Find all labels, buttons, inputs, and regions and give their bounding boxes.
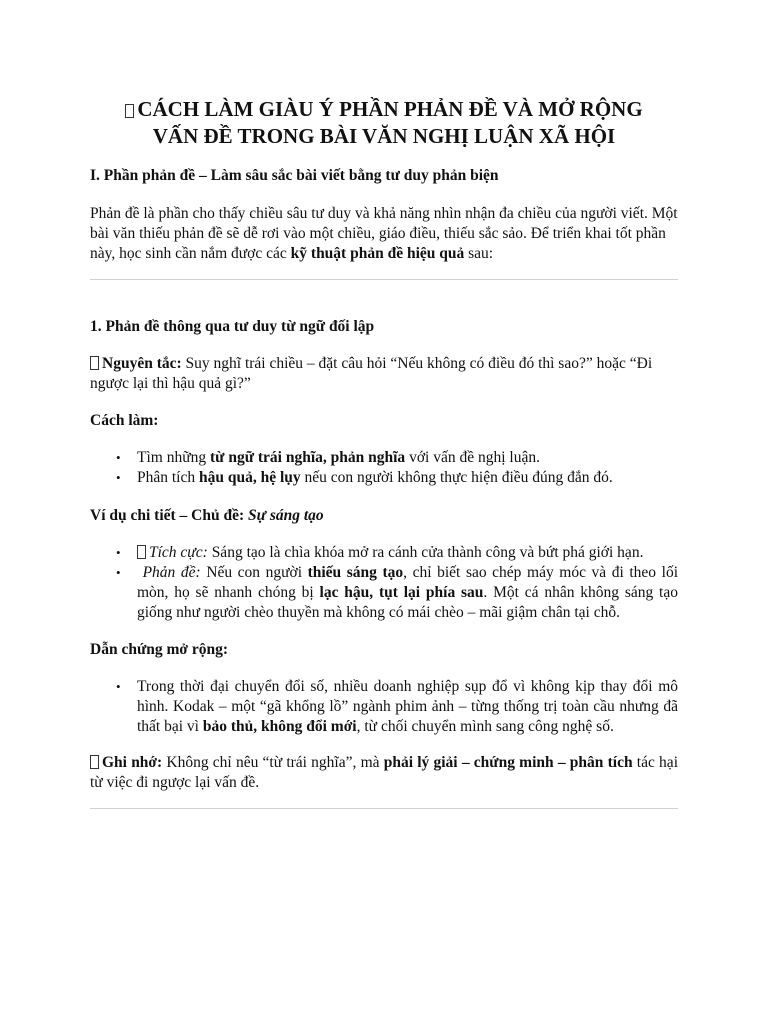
list-item: Tích cực: Sáng tạo là chìa khóa mở ra cánh cửa thành công và bứt phá giới hạn. bbox=[137, 543, 678, 563]
divider bbox=[90, 808, 678, 809]
missing-glyph-icon bbox=[137, 545, 146, 559]
missing-glyph-icon bbox=[90, 755, 99, 769]
title-line-2: VẤN ĐỀ TRONG BÀI VĂN NGHỊ LUẬN XÃ HỘI bbox=[152, 124, 616, 148]
list-item: Phân tích hậu quả, hệ lụy nếu con người không thực hiện điều đúng đắn đó. bbox=[137, 469, 613, 486]
example-heading: Ví dụ chi tiết – Chủ đề: Sự sáng tạo bbox=[90, 507, 324, 524]
intro-paragraph: Phản đề là phần cho thấy chiều sâu tư duy và khả năng nhìn nhận đa chiều của người viết. Một bài văn thiếu phản đề sẽ dễ rơi vào một chiều, giáo điều, thiếu sắc sảo. Để triển khai tốt phần này, học sinh cần nắm được các kỹ thuật phản đề hiệu quả sau: bbox=[90, 205, 678, 262]
bullet-marker: • bbox=[116, 565, 121, 580]
principle-paragraph: Nguyên tắc: Suy nghĩ trái chiều – đặt câu hỏi “Nếu không có điều đó thì sao?” hoặc “Đi ngược lại thì hậu quả gì?” bbox=[90, 355, 653, 392]
title-line-1: CÁCH LÀM GIÀU Ý PHẦN PHẢN ĐỀ VÀ MỞ RỘNG bbox=[137, 97, 643, 121]
subsection-heading: 1. Phản đề thông qua tư duy từ ngữ đối lập bbox=[90, 318, 375, 335]
bullet-marker: • bbox=[116, 679, 121, 694]
evidence-heading: Dẫn chứng mở rộng: bbox=[90, 641, 229, 658]
document-title bbox=[60, 96, 708, 150]
missing-glyph-icon bbox=[125, 104, 134, 118]
bullet-marker: • bbox=[116, 470, 121, 485]
bullet-marker: • bbox=[116, 450, 121, 465]
section-heading: I. Phần phản đề – Làm sâu sắc bài viết bằng tư duy phản biện bbox=[90, 167, 499, 184]
divider bbox=[90, 279, 678, 280]
list-item: Phản đề: Nếu con người thiếu sáng tạo, chỉ biết sao chép máy móc và đi theo lối mòn, họ sẽ nhanh chóng bị lạc hậu, tụt lại phía sau. Một cá nhân không sáng tạo giống như người chèo thuyền mà không có mái chèo – mãi giậm chân tại chỗ. bbox=[137, 564, 679, 621]
list-item: Trong thời đại chuyển đổi số, nhiều doanh nghiệp sụp đổ vì không kịp thay đổi mô hình. Kodak – một “gã khổng lồ” ngành phim ảnh – từng thống trị toàn cầu nhưng đã thất bại vì bảo thủ, không đổi mới, từ chối chuyển mình sang công nghệ số. bbox=[137, 678, 678, 735]
how-heading: Cách làm: bbox=[90, 412, 159, 429]
bullet-marker: • bbox=[116, 545, 121, 560]
note-paragraph: Ghi nhớ: Không chỉ nêu “từ trái nghĩa”, mà phải lý giải – chứng minh – phân tích tác hại từ việc đi ngược lại vấn đề. bbox=[90, 754, 678, 791]
missing-glyph-icon bbox=[90, 356, 99, 370]
list-item: Tìm những từ ngữ trái nghĩa, phản nghĩa với vấn đề nghị luận. bbox=[137, 449, 540, 466]
